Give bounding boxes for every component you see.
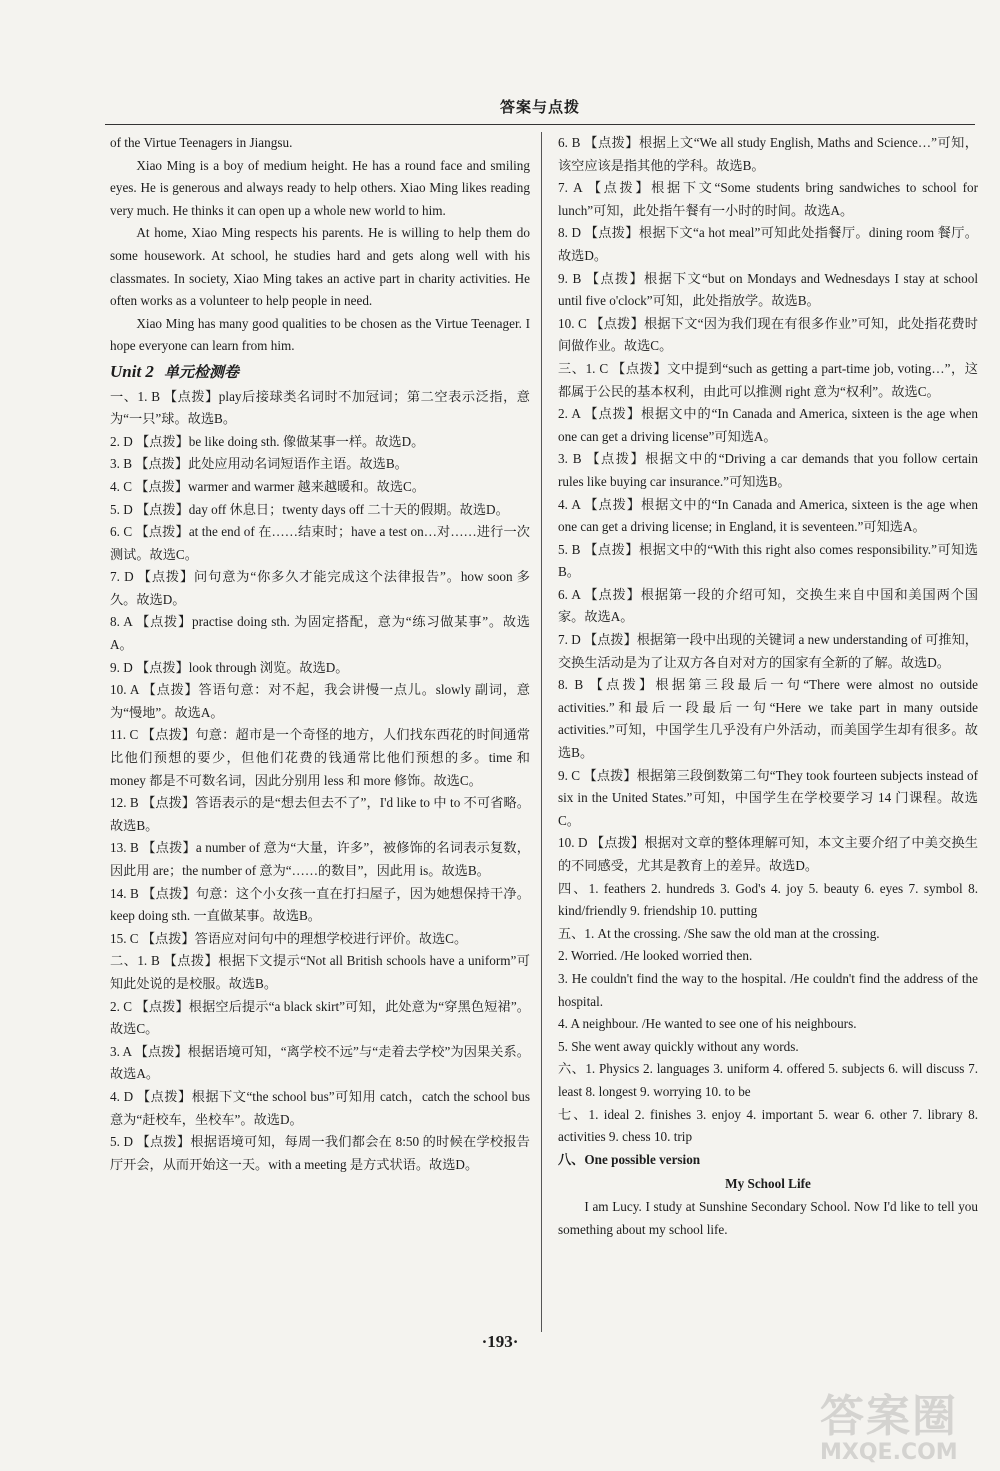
watermark-mark: 答案圈 [820, 1391, 958, 1442]
watermark-logo [820, 1380, 990, 1465]
answer-item: 8. B 【点拨】根据第三段最后一句“There were almost no outside activities.”和最后一段最后一句“Here we take part in many outside activities.”可知，中国学生几乎没有户外活动，而美国学生却有很多。故选B。 [558, 677, 978, 761]
column-divider [541, 132, 542, 1332]
header-title: 答案与点拨 [499, 98, 580, 116]
unit-title: Unit 2 [110, 361, 154, 381]
answer-item: 8. A 【点拨】practise doing sth. 为固定搭配，意为“练习做某事”。故选A。 [110, 614, 530, 653]
answer-item: 8. D 【点拨】根据下文“a hot meal”可知此处指餐厅。dining room 餐厅。故选D。 [558, 225, 978, 263]
answer-item: 2. D 【点拨】be like doing sth. 像做某事一样。故选D。 [110, 433, 425, 449]
answer-item: 6. B 【点拨】根据上文“We all study English, Maths and Science…”可知，该空应该是指其他的学科。故选B。 [558, 135, 978, 173]
answer-item: 14. B 【点拨】句意：这个小女孩一直在打扫屋子，因为她想保持干净。keep doing sth. 一直做某事。故选B。 [110, 885, 530, 924]
answer-item: 10. D 【点拨】根据对文章的整体理解可知，本文主要介绍了中美交换生的不同感受，尤其是教育上的差异。故选D。 [558, 835, 978, 873]
answer-item: 六、1. Physics 2. languages 3. uniform 4. offered 5. subjects 6. will discuss 7. least 8. longest 9. worrying 10. to be [558, 1061, 978, 1099]
essay-title: My School Life [725, 1176, 811, 1192]
essay-paragraph: Xiao Ming has many good qualities to be chosen as the Virtue Teenager. I hope everyone can learn from him. [110, 315, 530, 354]
page-number: ·193· [481, 1332, 519, 1351]
page-header [105, 92, 975, 125]
answer-item: 7. D 【点拨】问句意为“你多久才能完成这个法律报告”。how soon 多久。故选D。 [110, 569, 530, 607]
answer-item: 5. She went away quickly without any words. [558, 1038, 799, 1054]
answer-item: 4. A neighbour. /He wanted to see one of his neighbours. [558, 1016, 857, 1032]
answer-item: 5. D 【点拨】day off 休息日；twenty days off 二十天的假期。故选D。 [110, 501, 509, 517]
watermark-url: MXQE.COM [820, 1440, 958, 1465]
answer-item: 3. He couldn't find the way to the hospital. /He couldn't find the address of the hospital. [558, 970, 978, 1009]
answer-item: 4. A 【点拨】根据文中的“In Canada and America, sixteen is the age when one can get a driving license; in England, it is seventeen.”可知选A。 [558, 496, 978, 535]
answer-item: 2. A 【点拨】根据文中的“In Canada and America, sixteen is the age when one can get a driving license”可知选A。 [558, 406, 978, 444]
right-column [558, 132, 978, 1241]
answer-item: 15. C 【点拨】答语应对问句中的理想学校进行评价。故选C。 [110, 930, 468, 946]
left-column [110, 132, 530, 1176]
answer-item: 2. Worried. /He looked worried then. [558, 948, 753, 964]
essay-paragraph: of the Virtue Teenagers in Jiangsu. [110, 135, 293, 150]
answer-item: 7. D 【点拨】根据第一段中出现的关键词 a new understanding of 可推知，交换生活动是为了让双方各自对对方的国家有全新的了解。故选D。 [558, 632, 978, 670]
essay-paragraph: Xiao Ming is a boy of medium height. He has a round face and smiling eyes. He is generous and always ready to help others. Xiao Ming likes reading very much. He thinks it can open up a whole new world to him. [110, 157, 530, 218]
essay-paragraph: I am Lucy. I study at Sunshine Secondary School. Now I'd like to tell you something about my school life. [558, 1198, 978, 1237]
answer-item: 4. C 【点拨】warmer and warmer 越来越暖和。故选C。 [110, 478, 425, 494]
answer-item: 6. A 【点拨】根据第一段的介绍可知，交换生来自中国和美国两个国家。故选A。 [558, 586, 978, 625]
answer-item: 3. B 【点拨】根据文中的“Driving a car demands that you follow certain rules like buying car insurance.”可知选B。 [558, 451, 978, 489]
answer-item: 9. C 【点拨】根据第三段倒数第二句“They took fourteen subjects instead of six in the United States.”可知，中国学生在学校要学习 14 门课程。故选C。 [558, 767, 978, 828]
answer-item: 11. C 【点拨】句意：超市是一个奇怪的地方，人们找东西花的时间通常比他们预想的要少，但他们花费的钱通常比他们预想的多。time 和 money 都是不可数名词，因此分别用 less 和 more 修饰。故选C。 [110, 727, 530, 788]
answer-item: 五、1. At the crossing. /She saw the old man at the crossing. [558, 925, 880, 941]
answer-item: 4. D 【点拨】根据下文“the school bus”可知用 catch，catch the school bus 意为“赶校车，坐校车”。故选D。 [110, 1088, 530, 1127]
answer-item: 一、1. B 【点拨】play后接球类名词时不加冠词；第二空表示泛指，意为“一只”球。故选B。 [110, 388, 530, 427]
answer-item: 9. D 【点拨】look through 浏览。故选D。 [110, 659, 349, 675]
section-label: 八、One possible version [558, 1151, 701, 1167]
answer-item: 9. B 【点拨】根据下文“but on Mondays and Wednesdays I stay at school until five o'clock”可知，此处指放学。故选B。 [558, 270, 978, 309]
answer-item: 四、1. feathers 2. hundreds 3. God's 4. joy 5. beauty 6. eyes 7. symbol 8. kind/friendly 9. friendship 10. putting [558, 880, 978, 919]
answer-item: 三、1. C 【点拨】文中提到“such as getting a part-time job, voting…”，这都属于公民的基本权利，由此可以推测 right 意为“权利”。故选C。 [558, 360, 978, 399]
answer-item: 7. A 【点拨】根据下文“Some students bring sandwiches to school for lunch”可知，此处指午餐有一小时的时间。故选A。 [558, 180, 978, 218]
answer-item: 12. B 【点拨】答语表示的是“想去但去不了”，I'd like to 中 to 不可省略。故选B。 [110, 795, 530, 833]
answer-item: 七、1. ideal 2. finishes 3. enjoy 4. important 5. wear 6. other 7. library 8. activities 9. chess 10. trip [558, 1106, 978, 1145]
answer-item: 3. A 【点拨】根据语境可知，“离学校不远”与“走着去学校”为因果关系。故选A。 [110, 1043, 530, 1082]
answer-item: 3. B 【点拨】此处应用动名词短语作主语。故选B。 [110, 456, 408, 472]
answer-item: 13. B 【点拨】a number of 意为“大量，许多”，被修饰的名词表示复数，因此用 are；the number of 意为“……的数目”，因此用 is。故选B。 [110, 840, 530, 878]
essay-paragraph: At home, Xiao Ming respects his parents. He is willing to help them do some housework. At school, he studies hard and gets along well with his classmates. In society, Xiao Ming takes an active part in charity activities. He often works as a volunteer to help people in need. [110, 225, 530, 309]
unit-subtitle: 单元检测卷 [163, 362, 239, 381]
answer-item: 5. D 【点拨】根据语境可知，每周一我们都会在 8:50 的时候在学校报告厅开会，从而开始这一天。with a meeting 是方式状语。故选D。 [110, 1134, 530, 1172]
answer-item: 5. B 【点拨】根据文中的“With this right also comes responsibility.”可知选B。 [558, 541, 978, 580]
answer-item: 10. C 【点拨】根据下文“因为我们现在有很多作业”可知，此处指花费时间做作业。故选C。 [558, 315, 978, 354]
answer-item: 10. A 【点拨】答语句意：对不起，我会讲慢一点儿。slowly 副词，意为“慢地”。故选A。 [110, 682, 530, 720]
unit-heading [110, 361, 530, 384]
answer-item: 2. C 【点拨】根据空后提示“a black skirt”可知，此处意为“穿黑色短裙”。故选C。 [110, 998, 530, 1037]
answer-item: 二、1. B 【点拨】根据下文提示“Not all British schools have a uniform”可知此处说的是校服。故选B。 [110, 953, 530, 991]
answer-item: 6. C 【点拨】at the end of 在……结束时；have a test on…对……进行一次测试。故选C。 [110, 524, 530, 562]
